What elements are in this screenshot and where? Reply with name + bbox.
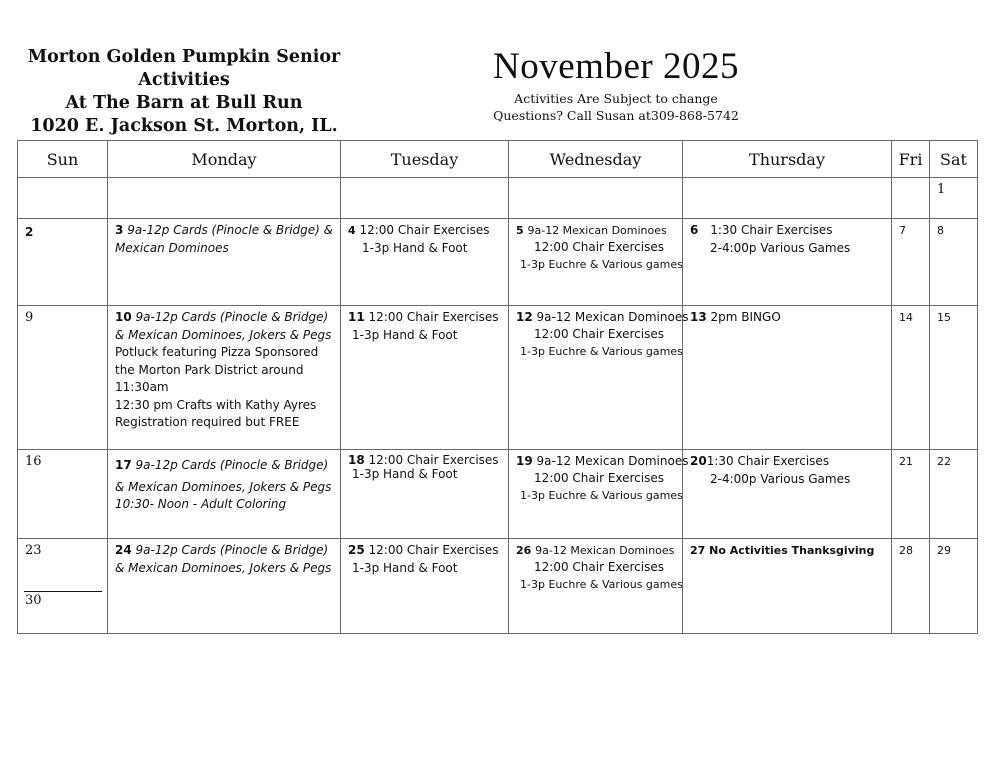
day-cell-empty <box>341 178 509 219</box>
day-number: 26 <box>516 544 532 557</box>
day-cell <box>108 306 341 450</box>
day-cell <box>930 178 978 219</box>
day-cell <box>509 306 689 450</box>
day-number: 1 <box>937 182 946 197</box>
day-cell <box>341 450 509 539</box>
activity: 1-3p Hand & Foot <box>352 327 458 342</box>
day-number: 27 <box>690 544 706 557</box>
activity: 1-3p Euchre & Various games <box>520 578 683 591</box>
activity: the Morton Park District around <box>115 362 304 377</box>
activity: 12:00 Chair Exercises <box>534 327 665 341</box>
day-number: 12 <box>516 310 533 324</box>
day-number: 19 <box>516 454 533 468</box>
activity: 1-3p Euchre & Various games <box>520 258 683 271</box>
day-number: 3 <box>115 223 124 237</box>
day-cell-empty <box>108 178 341 219</box>
activity: & Mexican Dominoes, Jokers & Pegs <box>115 560 332 575</box>
day-number: 6 <box>690 223 699 237</box>
day-cell <box>930 306 978 450</box>
day-number: 17 <box>115 458 132 472</box>
day-number: 30 <box>25 593 42 608</box>
activity: & Mexican Dominoes, Jokers & Pegs <box>115 479 332 494</box>
activity: 1-3p Euchre & Various games <box>520 489 683 502</box>
activity: 12:00 Chair Exercises <box>534 560 665 574</box>
notice-line: Questions? Call Susan at309-868-5742 <box>493 108 739 123</box>
activity: 1-3p Hand & Foot <box>352 467 458 481</box>
day-cell <box>683 450 892 539</box>
day-cell <box>341 539 509 634</box>
weekday-header: Fri <box>892 141 930 178</box>
notice <box>430 90 802 124</box>
day-number: 7 <box>899 224 906 237</box>
activity: 12:00 Chair Exercises <box>368 543 499 557</box>
org-line: Morton Golden Pumpkin Senior <box>27 47 341 67</box>
day-cell <box>930 539 978 634</box>
day-cell <box>108 219 341 306</box>
day-number: 22 <box>937 455 951 468</box>
day-number: 21 <box>899 455 913 468</box>
day-cell <box>18 306 108 450</box>
week-row <box>18 539 978 634</box>
activity: 2-4:00p Various Games <box>710 471 851 486</box>
day-cell <box>341 306 509 450</box>
day-number: 29 <box>937 544 951 557</box>
day-number: 24 <box>115 543 132 557</box>
day-cell <box>892 219 930 306</box>
day-cell <box>108 450 341 539</box>
weekday-header: Monday <box>108 141 341 178</box>
activity: 1-3p Hand & Foot <box>362 240 468 255</box>
activity: 9a-12 Mexican Dominoes <box>536 310 689 324</box>
weekday-header: Sun <box>18 141 108 178</box>
activity: 9a-12p Cards (Pinocle & Bridge) & <box>127 223 334 237</box>
day-number: 13 <box>690 310 707 324</box>
activity: 9a-12 Mexican Dominoes <box>535 544 675 557</box>
day-cell-empty <box>892 178 930 219</box>
day-cell <box>509 539 683 634</box>
divider <box>24 591 102 592</box>
week-row <box>18 219 978 306</box>
organization-header <box>20 46 348 138</box>
weekday-header: Sat <box>930 141 978 178</box>
day-cell <box>509 450 689 539</box>
day-number: 5 <box>516 224 524 237</box>
day-number: 9 <box>25 310 34 325</box>
day-number: 4 <box>348 224 356 237</box>
activity: No Activities Thanksgiving <box>709 544 875 557</box>
activity: 2-4:00p Various Games <box>710 240 851 255</box>
weekday-header: Wednesday <box>509 141 683 178</box>
activity: 12:30 pm Crafts with Kathy Ayres <box>115 397 317 412</box>
day-number: 16 <box>25 454 42 469</box>
day-cell <box>18 219 108 306</box>
org-line: Activities <box>138 70 230 90</box>
activity: 1-3p Euchre & Various games <box>520 345 683 358</box>
day-cell-empty <box>683 178 892 219</box>
day-number: 25 <box>348 543 365 557</box>
day-cell <box>930 450 978 539</box>
activity: & Mexican Dominoes, Jokers & Pegs <box>115 327 332 342</box>
org-line: 1020 E. Jackson St. Morton, IL. <box>30 116 338 136</box>
day-number: 14 <box>899 311 913 324</box>
day-number: 20 <box>690 454 707 468</box>
day-cell-empty <box>18 178 108 219</box>
day-number: 10 <box>115 310 132 324</box>
week-row <box>18 450 978 539</box>
day-cell <box>892 450 930 539</box>
month-title: November 2025 <box>493 46 739 87</box>
activity: 1-3p Hand & Foot <box>352 560 458 575</box>
day-number: 18 <box>348 453 365 467</box>
day-number: 11 <box>348 310 365 324</box>
activity: 9a-12p Cards (Pinocle & Bridge) <box>135 458 329 472</box>
activity: 12:00 Chair Exercises <box>368 310 499 324</box>
activity: 1:30 Chair Exercises <box>710 223 833 237</box>
week-row <box>18 178 978 219</box>
activity: 12:00 Chair Exercises <box>534 240 665 254</box>
day-cell <box>108 539 341 634</box>
activity: 9a-12p Cards (Pinocle & Bridge) <box>135 543 329 557</box>
week-row <box>18 306 978 450</box>
day-cell <box>892 306 930 450</box>
activity: 12:00 Chair Exercises <box>368 453 499 467</box>
activity: Mexican Dominoes <box>115 240 229 255</box>
activity: 10:30- Noon - Adult Coloring <box>115 497 287 511</box>
day-cell <box>18 539 108 634</box>
activity: 9a-12p Cards (Pinocle & Bridge) <box>135 310 329 324</box>
day-cell <box>683 306 892 450</box>
day-cell <box>892 539 930 634</box>
weekday-header-row <box>18 141 978 178</box>
weekday-header: Tuesday <box>341 141 509 178</box>
org-line: At The Barn at Bull Run <box>65 93 303 113</box>
calendar-grid <box>17 140 978 634</box>
day-number: 8 <box>937 224 944 237</box>
activity: 12:00 Chair Exercises <box>534 471 665 485</box>
day-number: 23 <box>25 543 42 558</box>
day-cell <box>18 450 108 539</box>
day-number: 28 <box>899 544 913 557</box>
activity: 12:00 Chair Exercises <box>359 223 490 237</box>
activity: 9a-12 Mexican Dominoes <box>527 224 667 237</box>
activity: Registration required but FREE <box>115 415 300 429</box>
day-number: 2 <box>25 225 34 239</box>
day-cell-empty <box>509 178 683 219</box>
weekday-header: Thursday <box>683 141 892 178</box>
activity: 2pm BINGO <box>710 310 781 324</box>
day-cell <box>509 219 683 306</box>
activity: 9a-12 Mexican Dominoes <box>536 454 689 468</box>
activity: 1:30 Chair Exercises <box>706 454 830 468</box>
day-number: 15 <box>937 311 951 324</box>
activity: Potluck featuring Pizza Sponsored <box>115 345 319 359</box>
day-cell <box>683 219 892 306</box>
day-cell <box>341 219 509 306</box>
notice-line: Activities Are Subject to change <box>514 91 718 106</box>
day-cell <box>930 219 978 306</box>
day-cell <box>683 539 892 634</box>
activity: 11:30am <box>115 380 169 394</box>
